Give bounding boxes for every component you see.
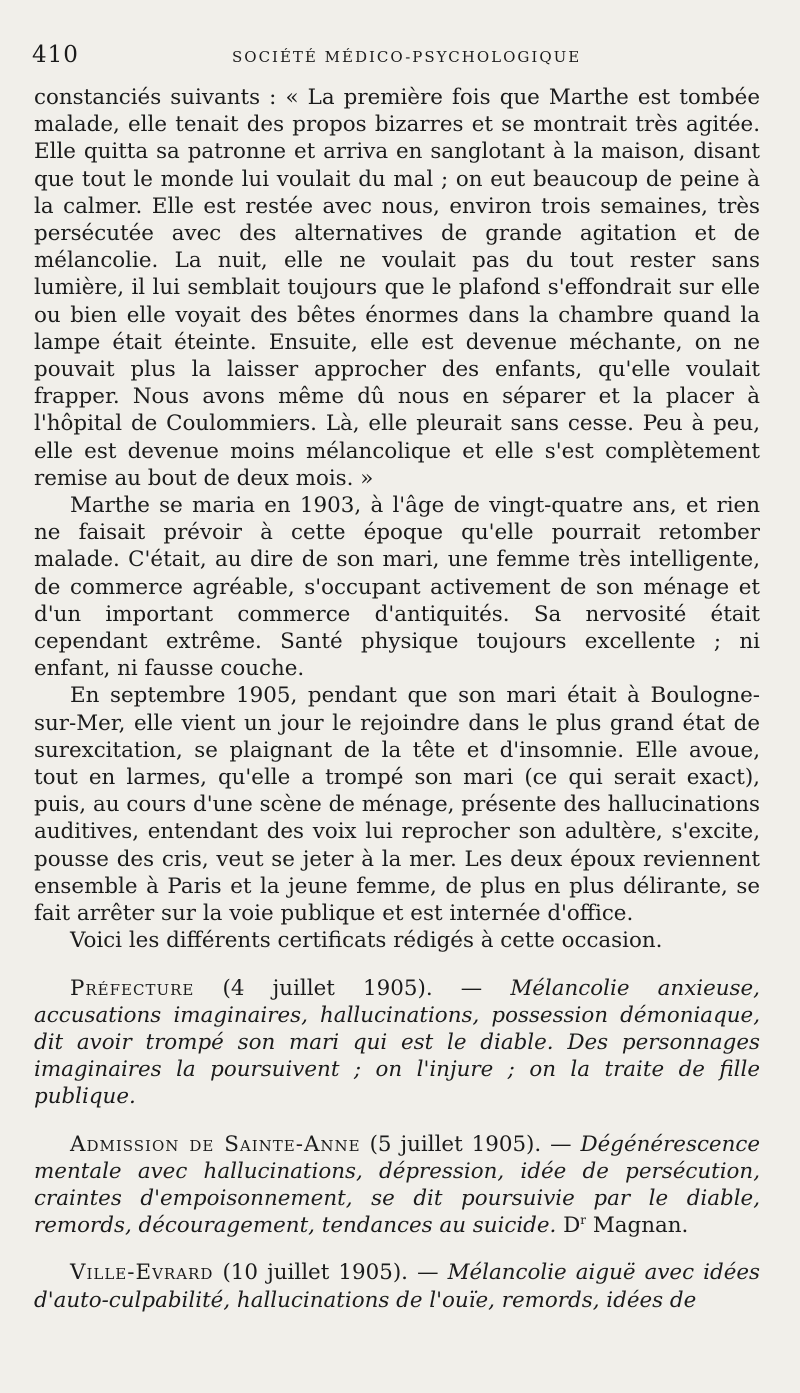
certificate-text: Mélancolie anxieuse, accusations imaginaires, hallucinations, possession démoniaque, dit avoir trompé son mari qui est le diable. Des personnages imaginaires la poursuivent ; on l'injure ; on la traite de fille publique. <box>34 975 760 1110</box>
certificate-date: (5 juillet 1905). — <box>360 1131 581 1157</box>
paragraph: En septembre 1905, pendant que son mari était à Boulogne-sur-Mer, elle vient un jour le rejoindre dans le plus grand état de surexcitation, se plaignant de la tête et d'insomnie. Elle avoue, tout en larmes, qu'elle a trompé son mari (ce qui serait exact), puis, au cours d'une scène de ménage, présente des hallucinations auditives, entendant des voix lui reprocher son adultère, s'excite, pousse des cris, veut se jeter à la mer. Les deux époux reviennent ensemble à Paris et la jeune femme, de plus en plus délirante, se fait arrêter sur la voie publique et est internée d'office. <box>34 683 760 927</box>
paragraph: Marthe se maria en 1903, à l'âge de vingt-quatre ans, et rien ne faisait prévoir à cette époque qu'elle pourrait retomber malade. C'était, au dire de son mari, une femme très intelligente, de commerce agréable, s'occupant activement de son ménage et d'un important commerce d'antiquités. Sa nervosité était cependant extrême. Santé physique toujours excellente ; ni enfant, ni fausse couche. <box>34 493 760 682</box>
certificate-ville-evrard <box>34 1259 760 1313</box>
certificate-label: Préfecture <box>70 975 195 1001</box>
signature-title: D <box>556 1213 581 1239</box>
certificate-sainte-anne <box>34 1131 760 1240</box>
signature-superscript: r <box>580 1213 587 1227</box>
certificate-text: Mélancolie aiguë avec idées d'auto-culpabilité, hallucinations de l'ouïe, remords, idées de <box>34 1260 760 1313</box>
certificate-date: (10 juillet 1905). — <box>213 1260 448 1286</box>
page-body <box>34 84 760 1314</box>
certificate-text: Dégénérescence mentale avec hallucinations, dépression, idée de persécution, craintes d'empoisonnement, se dit poursuivie par le diable, remords, découragement, tendances au suicide. <box>34 1131 760 1239</box>
certificate-date: (4 juillet 1905). — <box>194 975 511 1001</box>
page-number: 410 <box>32 42 79 68</box>
certificate-label: Admission de Sainte-Anne <box>70 1131 361 1157</box>
certificate-label: Ville-Evrard <box>70 1260 214 1286</box>
running-title: SOCIÉTÉ MÉDICO-PSYCHOLOGIQUE <box>232 48 582 66</box>
page-header <box>32 42 760 72</box>
signature-name: Magnan. <box>586 1213 689 1239</box>
certificate-prefecture <box>34 975 760 1111</box>
paragraph: constanciés suivants : « La première fois que Marthe est tombée malade, elle tenait des propos bizarres et se montrait très agitée. Elle quitta sa patronne et arriva en sanglotant à la maison, disant que tout le monde lui voulait du mal ; on eut beaucoup de peine à la calmer. Elle est restée avec nous, environ trois semaines, très persécutée avec des alternatives de grande agitation et de mélancolie. La nuit, elle ne voulait pas du tout rester sans lumière, il lui semblait toujours que le plafond s'effondrait sur elle ou bien elle voyait des bêtes énormes dans la chambre quand la lampe était éteinte. Ensuite, elle est devenue méchante, on ne pouvait plus la laisser approcher des enfants, qu'elle voulait frapper. Nous avons même dû nous en séparer et la placer à l'hôpital de Coulommiers. Là, elle pleurait sans cesse. Peu à peu, elle est devenue moins mélancolique et elle s'est complètement remise au bout de deux mois. » <box>34 85 760 491</box>
paragraph: Voici les différents certificats rédigés à cette occasion. <box>70 928 663 954</box>
